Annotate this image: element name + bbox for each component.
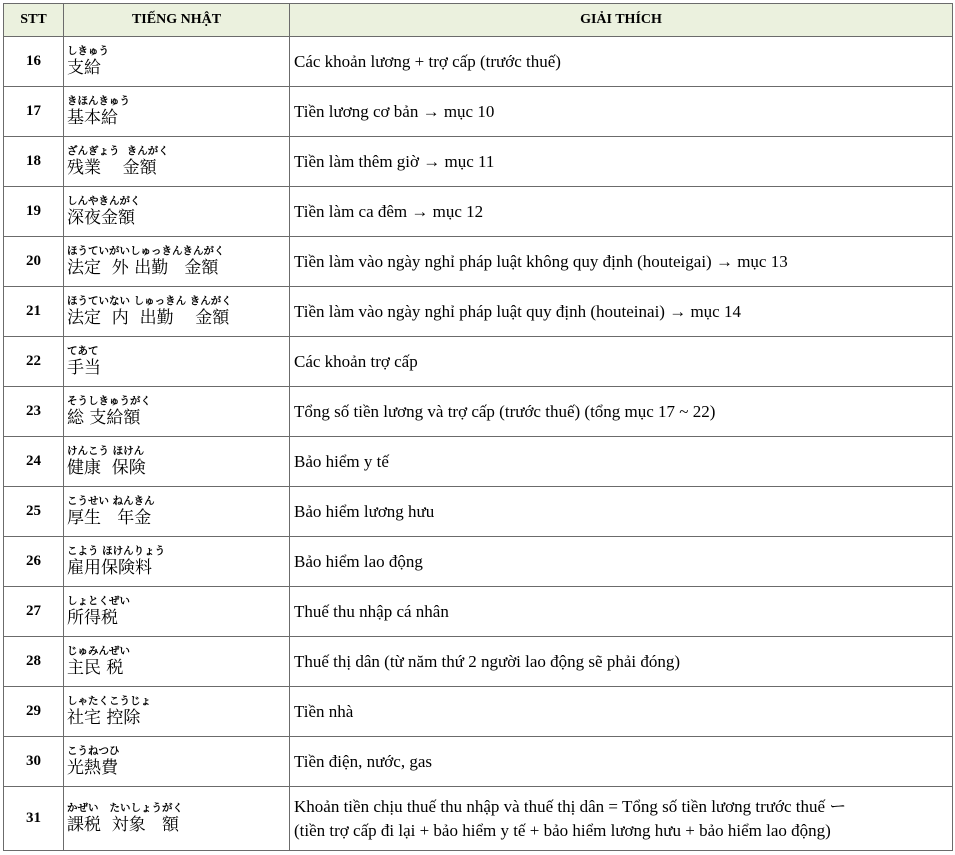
furigana-reading: こうねつひ [67, 745, 120, 757]
row-number: 20 [4, 237, 64, 287]
explanation-text: Thuế thị dân (từ năm thứ 2 người lao động sẽ phải đóng) [294, 651, 681, 671]
table-row [4, 187, 953, 237]
table-row [4, 537, 953, 587]
table-row [4, 787, 953, 851]
japanese-term [64, 487, 290, 537]
explanation [290, 737, 953, 787]
kanji-term: 残業 金額 [67, 158, 157, 178]
row-number: 27 [4, 587, 64, 637]
explanation-text: Tiền làm ca đêm → mục 12 [294, 201, 484, 221]
furigana-reading: しきゅう [67, 45, 109, 57]
explanation-text: Bảo hiểm y tế [294, 451, 389, 471]
japanese-term [64, 337, 290, 387]
explanation-text: Các khoản trợ cấp [294, 351, 418, 371]
kanji-term: 法定 外 出勤 金額 [67, 258, 219, 278]
explanation-text: Bảo hiểm lương hưu [294, 501, 435, 521]
row-number: 21 [4, 287, 64, 337]
furigana-reading: しんやきんがく [67, 195, 141, 207]
table-row [4, 587, 953, 637]
table-row [4, 287, 953, 337]
explanation-text: Thuế thu nhập cá nhân [294, 601, 449, 621]
row-number: 30 [4, 737, 64, 787]
furigana-reading: じゅみんぜい [67, 645, 130, 657]
table-header-row [4, 4, 953, 37]
furigana-reading: こうせい ねんきん [67, 495, 155, 507]
explanation-text: Các khoản lương + trợ cấp (trước thuế) [294, 51, 561, 71]
kanji-term: 社宅 控除 [67, 708, 141, 728]
explanation-text: Tiền lương cơ bản → mục 10 [294, 101, 495, 121]
table-row [4, 87, 953, 137]
kanji-term: 所得税 [67, 608, 118, 628]
explanation-text: Khoản tiền chịu thuế thu nhập và thuế thị dân = Tổng số tiền lương trước thuế ー [294, 796, 847, 816]
japanese-term [64, 187, 290, 237]
japanese-term [64, 787, 290, 851]
furigana-reading: きほんきゅう [67, 95, 130, 107]
explanation [290, 137, 953, 187]
row-number: 31 [4, 787, 64, 851]
japanese-term [64, 387, 290, 437]
furigana-reading: そうしきゅうがく [67, 395, 151, 407]
row-number: 29 [4, 687, 64, 737]
explanation [290, 787, 953, 851]
table-row [4, 487, 953, 537]
header-explanation: GIẢI THÍCH [290, 4, 953, 37]
explanation [290, 587, 953, 637]
explanation-text: Tiền điện, nước, gas [294, 751, 432, 771]
furigana-reading: しゃたくこうじょ [67, 695, 151, 707]
furigana-reading: こよう ほけんりょう [67, 545, 166, 557]
kanji-term: 健康 保険 [67, 458, 146, 478]
explanation-text: Tiền làm thêm giờ → mục 11 [294, 151, 495, 171]
table-row [4, 337, 953, 387]
row-number: 16 [4, 37, 64, 87]
explanation [290, 437, 953, 487]
japanese-term [64, 687, 290, 737]
kanji-term: 厚生 年金 [67, 508, 152, 528]
salary-terms-table [3, 3, 953, 851]
row-number: 23 [4, 387, 64, 437]
explanation-text: Bảo hiểm lao động [294, 551, 423, 571]
kanji-term: 手当 [67, 358, 101, 378]
explanation-text: Tiền làm vào ngày nghỉ pháp luật không quy định (houteigai) → mục 13 [294, 251, 788, 271]
furigana-reading: ざんぎょう きんがく [67, 145, 169, 157]
explanation [290, 287, 953, 337]
kanji-term: 深夜金額 [67, 208, 135, 228]
explanation [290, 237, 953, 287]
explanation [290, 487, 953, 537]
kanji-term: 総 支給額 [67, 408, 141, 428]
table-row [4, 737, 953, 787]
kanji-term: 支給 [67, 58, 101, 78]
row-number: 25 [4, 487, 64, 537]
kanji-term: 課税 対象 額 [67, 815, 180, 835]
japanese-term [64, 137, 290, 187]
furigana-reading: てあて [67, 345, 99, 357]
row-number: 17 [4, 87, 64, 137]
explanation [290, 37, 953, 87]
explanation [290, 687, 953, 737]
japanese-term [64, 237, 290, 287]
japanese-term [64, 737, 290, 787]
row-number: 28 [4, 637, 64, 687]
japanese-term [64, 587, 290, 637]
row-number: 26 [4, 537, 64, 587]
row-number: 22 [4, 337, 64, 387]
japanese-term [64, 37, 290, 87]
row-number: 19 [4, 187, 64, 237]
furigana-reading: しょとくぜい [67, 595, 130, 607]
japanese-term [64, 287, 290, 337]
explanation [290, 537, 953, 587]
header-stt: STT [4, 4, 64, 37]
explanation [290, 87, 953, 137]
row-number: 24 [4, 437, 64, 487]
table-row [4, 37, 953, 87]
table-row [4, 387, 953, 437]
table-row [4, 437, 953, 487]
table-row [4, 137, 953, 187]
kanji-term: 主民 税 [67, 658, 124, 678]
japanese-term [64, 437, 290, 487]
explanation [290, 637, 953, 687]
furigana-reading: かぜい たいしょうがく [67, 802, 183, 814]
kanji-term: 雇用保険料 [67, 558, 152, 578]
furigana-reading: けんこう ほけん [67, 445, 145, 457]
explanation-text: Tổng số tiền lương và trợ cấp (trước thuế) (tổng mục 17 ~ 22) [294, 401, 716, 421]
kanji-term: 光熱費 [67, 758, 118, 778]
japanese-term [64, 637, 290, 687]
explanation [290, 387, 953, 437]
explanation [290, 187, 953, 237]
kanji-term: 基本給 [67, 108, 118, 128]
explanation-text: Tiền làm vào ngày nghỉ pháp luật quy định (houteinai) → mục 14 [294, 301, 741, 321]
explanation [290, 337, 953, 387]
furigana-reading: ほうていがいしゅっきんきんがく [67, 245, 225, 257]
japanese-term [64, 87, 290, 137]
row-number: 18 [4, 137, 64, 187]
explanation-text-line2: (tiền trợ cấp đi lại + bảo hiểm y tế + bảo hiểm lương hưu + bảo hiểm lao động) [294, 820, 831, 840]
table-row [4, 637, 953, 687]
table-row [4, 237, 953, 287]
furigana-reading: ほうていない しゅっきん きんがく [67, 295, 232, 307]
kanji-term: 法定 内 出勤 金額 [67, 308, 230, 328]
table-row [4, 687, 953, 737]
japanese-term [64, 537, 290, 587]
header-japanese: TIẾNG NHẬT [64, 4, 290, 37]
explanation-text: Tiền nhà [294, 701, 354, 721]
